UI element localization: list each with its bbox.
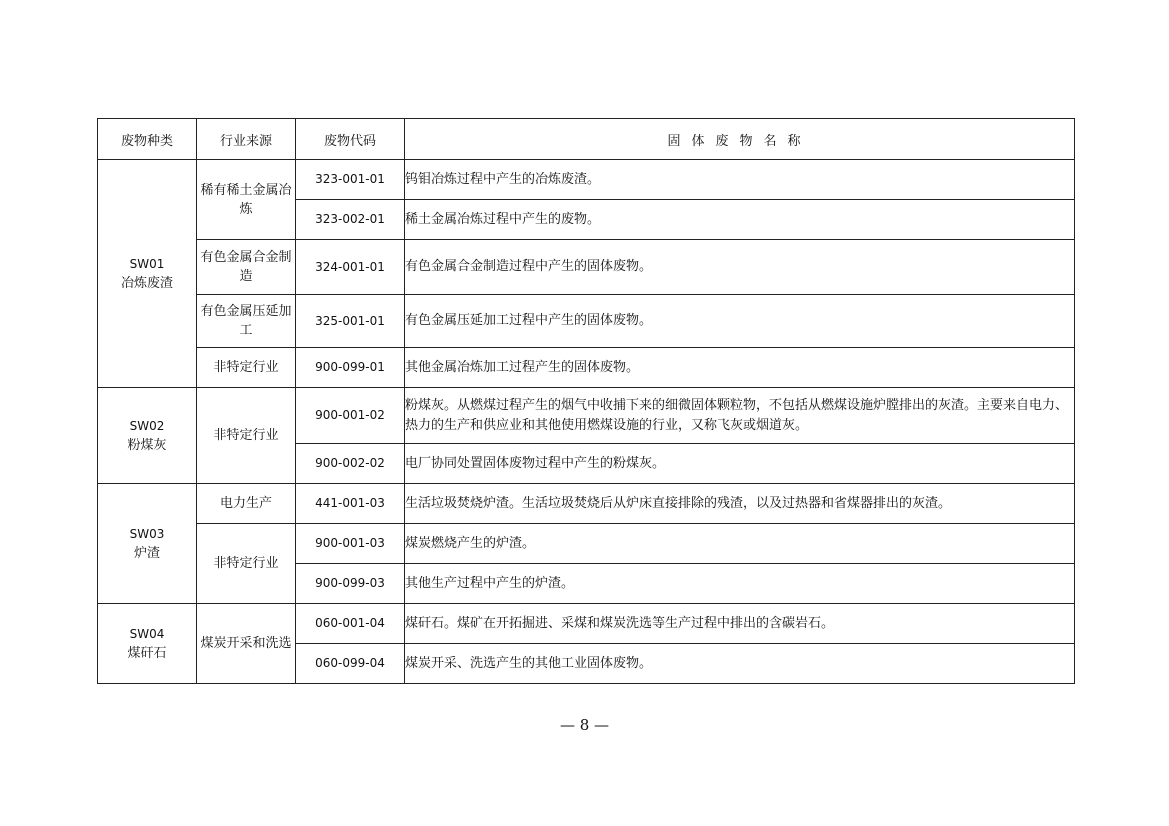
table-row bbox=[98, 240, 1075, 295]
waste-code: 900-001-02 bbox=[296, 388, 405, 444]
waste-description: 其他生产过程中产生的炉渣。 bbox=[405, 564, 1075, 604]
category-name: 粉煤灰 bbox=[127, 437, 167, 453]
waste-description: 粉煤灰。从燃煤过程产生的烟气中收捕下来的细微固体颗粒物，不包括从燃煤设施炉膛排出的灰渣。主要来自电力、热力的生产和供应业和其他使用燃煤设施的行业，又称飞灰或烟道灰。 bbox=[405, 388, 1075, 444]
header-code: 废物代码 bbox=[296, 119, 405, 160]
waste-code: 060-001-04 bbox=[296, 604, 405, 644]
table-row bbox=[98, 388, 1075, 444]
waste-code: 900-002-02 bbox=[296, 444, 405, 484]
waste-code: 323-001-01 bbox=[296, 160, 405, 200]
waste-description: 钨钼冶炼过程中产生的冶炼废渣。 bbox=[405, 160, 1075, 200]
waste-description: 煤炭燃烧产生的炉渣。 bbox=[405, 524, 1075, 564]
category-code: SW02 bbox=[129, 418, 165, 433]
waste-code: 323-002-01 bbox=[296, 200, 405, 240]
waste-description: 稀土金属冶炼过程中产生的废物。 bbox=[405, 200, 1075, 240]
waste-description: 电厂协同处置固体废物过程中产生的粉煤灰。 bbox=[405, 444, 1075, 484]
category-code: SW04 bbox=[129, 626, 165, 641]
header-source: 行业来源 bbox=[197, 119, 296, 160]
waste-description: 煤炭开采、洗选产生的其他工业固体废物。 bbox=[405, 644, 1075, 684]
waste-code: 900-001-03 bbox=[296, 524, 405, 564]
waste-description: 有色金属合金制造过程中产生的固体废物。 bbox=[405, 240, 1075, 295]
category-code: SW03 bbox=[129, 526, 165, 541]
waste-code: 900-099-01 bbox=[296, 348, 405, 388]
source-cell: 非特定行业 bbox=[197, 388, 296, 484]
header-category: 废物种类 bbox=[98, 119, 197, 160]
category-name: 炉渣 bbox=[133, 545, 160, 561]
category-cell-sw03 bbox=[98, 484, 197, 604]
table-row bbox=[98, 484, 1075, 524]
source-cell: 电力生产 bbox=[197, 484, 296, 524]
source-cell: 有色金属合金制造 bbox=[197, 240, 296, 295]
waste-code: 441-001-03 bbox=[296, 484, 405, 524]
waste-code: 060-099-04 bbox=[296, 644, 405, 684]
table-row bbox=[98, 524, 1075, 564]
table-row bbox=[98, 604, 1075, 644]
solid-waste-table bbox=[97, 118, 1075, 684]
header-waste-name: 固体废物名称 bbox=[405, 119, 1075, 160]
table-row bbox=[98, 348, 1075, 388]
waste-code: 324-001-01 bbox=[296, 240, 405, 295]
category-name: 冶炼废渣 bbox=[120, 275, 173, 291]
waste-description: 有色金属压延加工过程中产生的固体废物。 bbox=[405, 295, 1075, 348]
category-code: SW01 bbox=[129, 256, 165, 271]
category-name: 煤矸石 bbox=[127, 645, 167, 661]
table-row bbox=[98, 160, 1075, 200]
source-cell: 稀有稀土金属冶炼 bbox=[197, 160, 296, 240]
page-number: — 8 — bbox=[559, 716, 610, 734]
source-cell: 非特定行业 bbox=[197, 524, 296, 604]
source-cell: 非特定行业 bbox=[197, 348, 296, 388]
waste-code: 900-099-03 bbox=[296, 564, 405, 604]
source-cell: 有色金属压延加工 bbox=[197, 295, 296, 348]
category-cell-sw01 bbox=[98, 160, 197, 388]
table-row bbox=[98, 295, 1075, 348]
waste-description: 生活垃圾焚烧炉渣。生活垃圾焚烧后从炉床直接排除的残渣，以及过热器和省煤器排出的灰渣。 bbox=[405, 484, 1075, 524]
category-cell-sw02 bbox=[98, 388, 197, 484]
category-cell-sw04 bbox=[98, 604, 197, 684]
waste-code: 325-001-01 bbox=[296, 295, 405, 348]
table-header-row bbox=[98, 119, 1075, 160]
waste-description: 煤矸石。煤矿在开拓掘进、采煤和煤炭洗选等生产过程中排出的含碳岩石。 bbox=[405, 604, 1075, 644]
waste-description: 其他金属冶炼加工过程产生的固体废物。 bbox=[405, 348, 1075, 388]
source-cell: 煤炭开采和洗选 bbox=[197, 604, 296, 684]
